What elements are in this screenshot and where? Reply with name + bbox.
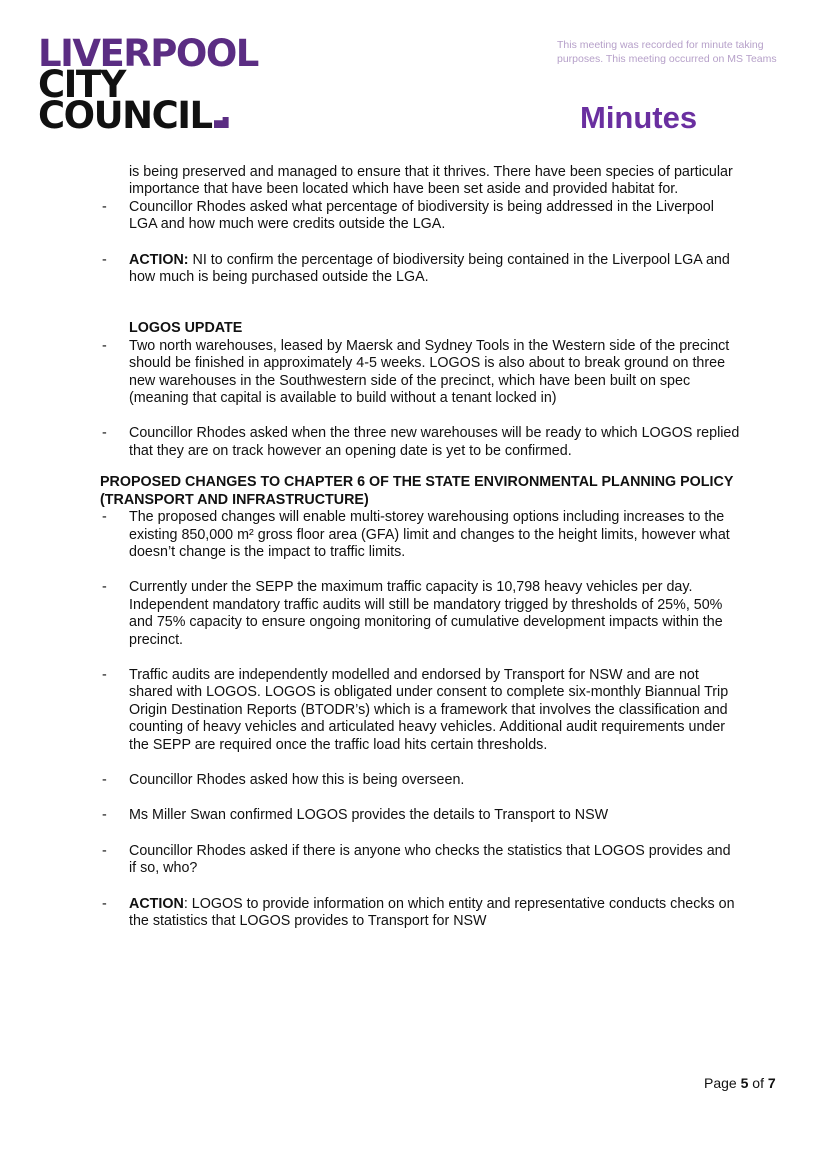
list-dash: -: [102, 198, 107, 215]
list-item: [100, 843, 740, 878]
list-item-text: Councillor Rhodes asked what percentage of biodiversity is being addressed in the Liverpool LGA and how much were credits outside the LGA.: [129, 198, 714, 233]
logo-line-2: CITY: [38, 63, 125, 106]
logo-mark-icon: [214, 117, 229, 128]
list-dash: -: [102, 425, 107, 442]
list-dash: -: [102, 666, 107, 683]
list-item: [100, 509, 740, 561]
list-dash: -: [102, 771, 107, 788]
list-dash: -: [102, 895, 107, 912]
logo-line-1: LIVERPOOL: [38, 32, 258, 75]
page-prefix: Page: [704, 1075, 741, 1091]
list-dash: -: [102, 509, 107, 526]
list-item: [100, 667, 740, 754]
council-logo: [38, 32, 258, 137]
page-number: [704, 1075, 776, 1091]
list-dash: -: [102, 842, 107, 859]
list-item-text: Ms Miller Swan confirmed LOGOS provides the details to Transport to NSW: [129, 807, 609, 824]
list-item-text: Currently under the SEPP the maximum traffic capacity is 10,798 heavy vehicles per day. Independent mandatory traffic audits will still be mandatory trigged by thresholds of 25%, 50% and 75% capacity to ensure ongoing monitoring of cumulative development impacts within the precinct.: [129, 579, 723, 648]
logo-line-3-text: COUNCIL: [38, 94, 212, 137]
action-text: : LOGOS to provide information on which entity and representative conducts checks on the statistics that LOGOS provides to Transport for NSW: [129, 895, 735, 929]
list-dash: -: [102, 807, 107, 824]
section-heading-logos: LOGOS UPDATE: [129, 320, 243, 337]
list-item-text: Councillor Rhodes asked how this is being overseen.: [129, 771, 465, 788]
list-dash: -: [102, 337, 107, 354]
action-item: [100, 252, 740, 287]
intro-paragraph: is being preserved and managed to ensure that it thrives. There have been species of particular importance that have been located which have been set aside and provided habitat for.: [129, 164, 733, 198]
action-text: NI to confirm the percentage of biodiversity being contained in the Liverpool LGA and how much is being purchased outside the LGA.: [129, 251, 730, 286]
list-item-text: Councillor Rhodes asked if there is anyone who checks the statistics that LOGOS provides and if so, who?: [129, 842, 731, 877]
page-total: 7: [767, 1075, 776, 1091]
section-heading-sepp: PROPOSED CHANGES TO CHAPTER 6 OF THE STATE ENVIRONMENTAL PLANNING POLICY (TRANSPORT AND INFRASTRUCTURE): [100, 474, 734, 508]
document-title: Minutes: [580, 100, 698, 135]
recording-note: This meeting was recorded for minute taking purposes. This meeting occurred on MS Teams: [557, 39, 777, 65]
list-item: [100, 772, 740, 789]
list-item: [100, 199, 740, 234]
logo-line-3: [38, 94, 258, 137]
list-item-text: Traffic audits are independently modelled and endorsed by Transport for NSW and are not shared with LOGOS. LOGOS is obligated under consent to complete six-monthly Biannual Trip Origin Destination Reports (BTODR’s) which is a framework that involves the classification and counting of heavy vehicles and articulated heavy vehicles. Additional audit requirements under the SEPP are required once the traffic load hits certain thresholds.: [129, 666, 729, 753]
list-item-text: Councillor Rhodes asked when the three new warehouses will be ready to which LOGOS replied that they are on track however an opening date is yet to be confirmed.: [129, 425, 740, 459]
list-item: [100, 425, 740, 460]
list-dash: -: [102, 579, 107, 596]
action-label: ACTION: [129, 895, 184, 912]
page-current: 5: [740, 1075, 749, 1091]
list-item: [100, 579, 740, 649]
list-item: [100, 338, 740, 408]
list-item-text: The proposed changes will enable multi-storey warehousing options including increases to the existing 850,000 m² gross floor area (GFA) limit and changes to the height limits, however what doesn’t change is the impact to traffic limits.: [129, 509, 730, 560]
list-dash: -: [102, 251, 107, 268]
minutes-content: [100, 164, 740, 948]
page-mid: of: [748, 1075, 768, 1091]
action-item: [100, 896, 740, 931]
list-item-text: Two north warehouses, leased by Maersk and Sydney Tools in the Western side of the precinct should be finished in approximately 4-5 weeks. LOGOS is also about to break ground on three new warehouses in the Southwestern side of the precinct, which have been built on spec (meaning that capital is available to build without a tenant locked in): [129, 337, 730, 407]
action-label: ACTION:: [129, 251, 189, 268]
list-item: [100, 807, 740, 824]
